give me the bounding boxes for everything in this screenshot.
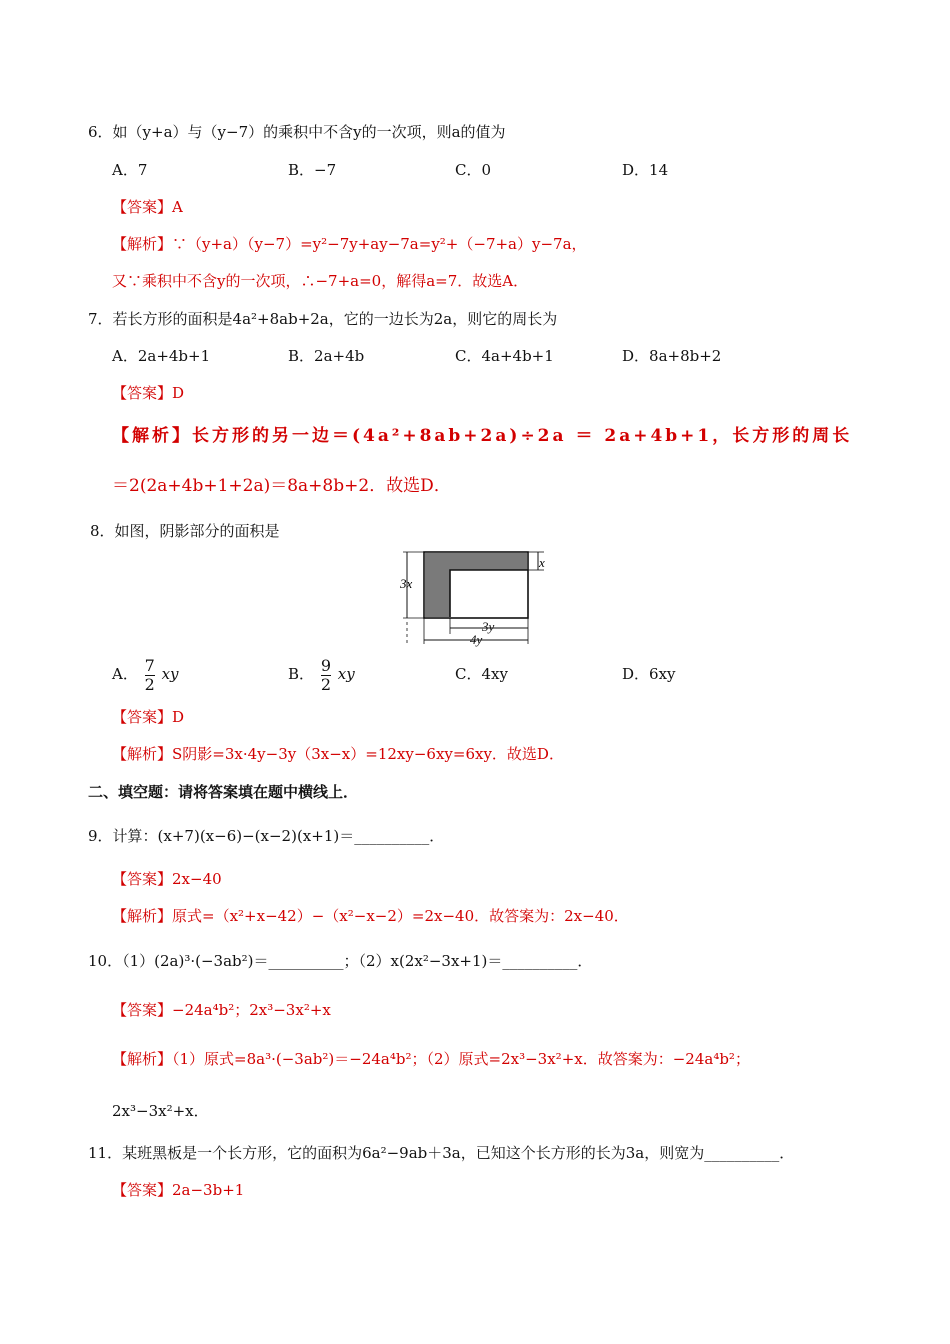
q8-option-a-tail: xy — [161, 665, 179, 683]
q6-answer: 【答案】A — [112, 198, 183, 216]
q8-option-a-denominator: 2 — [144, 674, 155, 694]
q8-analysis: 【解析】S阴影=3x·4y−3y（3x−x）=12xy−6xy=6xy．故选D． — [112, 745, 564, 763]
q10-stem: 10．（1）(2a)³·(−3ab²)＝__________；（2）x(2x²−3x+1)＝__________． — [88, 952, 593, 970]
q8-option-b-prefix: B． — [288, 665, 315, 683]
q7-option-a: A．2a+4b+1 — [112, 347, 211, 365]
q8-option-c: C．4xy — [455, 665, 508, 683]
q7-analysis-line1: 【解析】长方形的另一边＝(4a²+8ab+2a)÷2a ＝ 2a+4b+1，长方形的周长 — [112, 426, 853, 446]
q8-option-a — [112, 652, 179, 696]
q9-answer: 【答案】2x−40 — [112, 870, 222, 888]
q6-option-a: A．7 — [112, 161, 148, 179]
q8-stem: 8．如图，阴影部分的面积是 — [90, 522, 280, 540]
q8-option-d: D．6xy — [622, 665, 676, 683]
q10-analysis-line2: 2x³−3x²+x． — [112, 1102, 209, 1120]
q9-stem: 9．计算：(x+7)(x−6)−(x−2)(x+1)＝__________． — [88, 827, 445, 845]
figure-label-3y: 3y — [482, 619, 495, 634]
q8-option-b-numerator: 9 — [320, 655, 331, 675]
q7-stem: 7．若长方形的面积是4a²+8ab+2a，它的一边长为2a，则它的周长为 — [88, 310, 558, 328]
q8-option-a-numerator: 7 — [144, 655, 155, 675]
q11-answer: 【答案】2a−3b+1 — [112, 1181, 245, 1199]
q6-stem: 6．如（y+a）与（y−7）的乘积中不含y的一次项，则a的值为 — [88, 123, 506, 141]
q10-answer: 【答案】−24a⁴b²；2x³−3x²+x — [112, 1001, 331, 1019]
q8-option-b-fraction — [321, 657, 331, 694]
figure-label-4y: 4y — [470, 632, 483, 647]
q11-stem: 11．某班黑板是一个长方形，它的面积为6a²−9ab＋3a，已知这个长方形的长为3a，则宽为__________． — [88, 1144, 795, 1162]
figure-label-3x: 3x — [400, 576, 413, 591]
q6-option-b: B．−7 — [288, 161, 337, 179]
q8-option-a-prefix: A． — [112, 665, 138, 683]
q6-analysis-line2: 又∵乘积中不含y的一次项，∴−7+a=0，解得a=7．故选A． — [112, 272, 529, 290]
q6-analysis-line1: 【解析】∵（y+a）（y−7）=y²−7y+ay−7a=y²+（−7+a）y−7a， — [112, 235, 587, 253]
q8-option-b — [288, 652, 355, 696]
q7-analysis-tail: ．故选D． — [369, 476, 451, 496]
section-2-heading: 二、填空题：请将答案填在题中横线上． — [88, 783, 359, 801]
q6-option-d: D．14 — [622, 161, 669, 179]
q7-answer: 【答案】D — [112, 384, 185, 402]
q9-analysis: 【解析】原式=（x²+x−42）−（x²−x−2）=2x−40．故答案为：2x−40． — [112, 907, 629, 925]
q7-analysis-formula: ＝2(2a+4b+1+2a)＝8a+8b+2 — [112, 476, 370, 496]
q7-option-b: B．2a+4b — [288, 347, 365, 365]
q7-option-c: C．4a+4b+1 — [455, 347, 554, 365]
q7-analysis-line2 — [112, 476, 451, 496]
q8-answer: 【答案】D — [112, 708, 185, 726]
q7-option-d: D．8a+8b+2 — [622, 347, 722, 365]
q6-option-c: C．0 — [455, 161, 492, 179]
q8-option-a-fraction — [145, 657, 155, 694]
q8-option-b-tail: xy — [337, 665, 355, 683]
q8-figure — [398, 548, 550, 648]
q10-analysis-line1: 【解析】（1）原式=8a³·(−3ab²)＝−24a⁴b²；（2）原式=2x³−3x²+x．故答案为：−24a⁴b²； — [112, 1050, 750, 1068]
figure-label-x: x — [539, 555, 545, 570]
q8-option-b-denominator: 2 — [320, 674, 331, 694]
